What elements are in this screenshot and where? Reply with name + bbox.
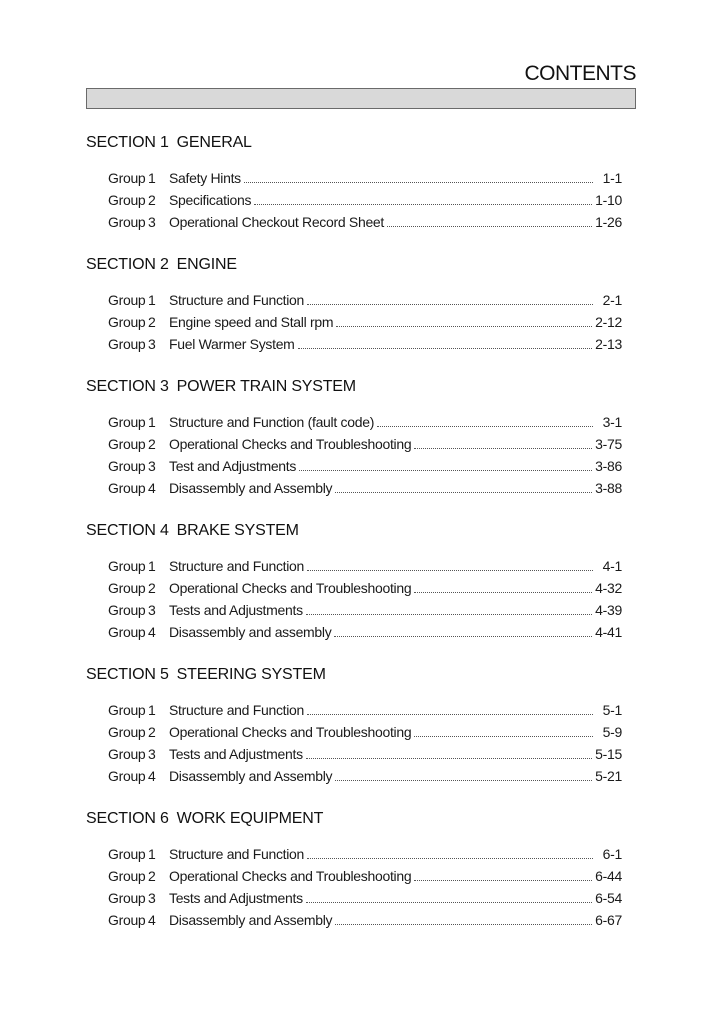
dot-leader [335,924,592,925]
group-number: 2 [148,436,156,452]
section-heading[interactable] [86,665,622,685]
section-name: POWER TRAIN SYSTEM [176,378,356,395]
section-heading[interactable] [86,377,622,397]
group-number: 3 [148,602,156,618]
group-label: Group [108,702,146,718]
group-number: 3 [148,458,156,474]
dot-leader [336,326,592,327]
group-label: Group [108,458,146,474]
group-label: Group [108,724,146,740]
group-number: 1 [148,702,156,718]
group-number: 2 [148,868,156,884]
dot-leader [334,636,592,637]
group-title: Tests and Adjustments [169,746,303,762]
page-number: 6-67 [595,912,622,928]
toc-section [86,809,622,931]
dot-leader [414,880,592,881]
group-title: Structure and Function (fault code) [169,414,375,430]
group-label: Group [108,192,146,208]
dot-leader [306,758,592,759]
page-number: 1-10 [595,192,622,208]
group-title: Structure and Function [169,846,305,862]
section-number: SECTION 2 [86,256,169,273]
page-number: 3-88 [595,480,622,496]
section-name: GENERAL [176,134,252,151]
group-label: Group [108,624,146,640]
group-title: Disassembly and Assembly [169,912,333,928]
dot-leader [307,570,593,571]
group-number: 1 [148,170,156,186]
group-title: Safety Hints [169,170,241,186]
toc-entry[interactable] [86,887,622,909]
page-number: 4-39 [595,602,622,618]
page-number: 2-13 [595,336,622,352]
group-title: Operational Checkout Record Sheet [169,214,385,230]
group-label: Group [108,746,146,762]
toc-entry[interactable] [86,211,622,233]
page-number: 1-26 [595,214,622,230]
toc-section [86,521,622,643]
page-number: 2-12 [595,314,622,330]
toc-entry[interactable] [86,765,622,787]
toc-entry[interactable] [86,289,622,311]
toc-entry[interactable] [86,843,622,865]
page-number: 4-1 [602,558,622,574]
toc-entry[interactable] [86,167,622,189]
toc-entry[interactable] [86,189,622,211]
group-number: 2 [148,724,156,740]
group-number: 4 [148,912,156,928]
dot-leader [335,780,592,781]
group-title: Disassembly and Assembly [169,768,333,784]
dot-leader [254,204,592,205]
toc-entry[interactable] [86,865,622,887]
toc-entry[interactable] [86,311,622,333]
section-name: ENGINE [176,256,237,273]
toc-entry[interactable] [86,721,622,743]
section-heading[interactable] [86,521,622,541]
section-number: SECTION 4 [86,522,169,539]
group-title: Operational Checks and Troubleshooting [169,580,412,596]
dot-leader [414,448,592,449]
toc-entry[interactable] [86,577,622,599]
group-title: Operational Checks and Troubleshooting [169,436,412,452]
page-title: CONTENTS [524,62,636,85]
dot-leader [387,226,592,227]
group-label: Group [108,768,146,784]
title-bar [86,88,636,109]
page-number: 3-75 [595,436,622,452]
group-label: Group [108,336,146,352]
section-number: SECTION 5 [86,666,169,683]
group-label: Group [108,868,146,884]
toc-entry[interactable] [86,599,622,621]
group-number: 2 [148,314,156,330]
group-title: Specifications [169,192,252,208]
group-label: Group [108,480,146,496]
group-label: Group [108,170,146,186]
group-title: Disassembly and assembly [169,624,332,640]
group-title: Structure and Function [169,292,305,308]
page-number: 3-1 [602,414,622,430]
page-number: 5-9 [602,724,622,740]
section-name: STEERING SYSTEM [176,666,326,683]
dot-leader [244,182,593,183]
group-number: 3 [148,890,156,906]
toc-entry[interactable] [86,411,622,433]
table-of-contents [86,133,622,953]
group-label: Group [108,912,146,928]
toc-section [86,133,622,233]
group-number: 3 [148,336,156,352]
group-number: 1 [148,558,156,574]
group-label: Group [108,846,146,862]
group-label: Group [108,292,146,308]
group-label: Group [108,414,146,430]
toc-entry[interactable] [86,455,622,477]
group-label: Group [108,436,146,452]
page-number: 6-54 [595,890,622,906]
group-number: 4 [148,480,156,496]
toc-entry[interactable] [86,477,622,499]
group-label: Group [108,314,146,330]
dot-leader [414,592,592,593]
toc-entry[interactable] [86,699,622,721]
dot-leader [306,902,592,903]
group-title: Operational Checks and Troubleshooting [169,868,412,884]
dot-leader [307,714,593,715]
group-title: Structure and Function [169,558,305,574]
page-number: 1-1 [602,170,622,186]
section-number: SECTION 1 [86,134,169,151]
group-label: Group [108,890,146,906]
group-label: Group [108,558,146,574]
toc-entry[interactable] [86,743,622,765]
page-number: 5-21 [595,768,622,784]
group-title: Operational Checks and Troubleshooting [169,724,412,740]
group-number: 1 [148,846,156,862]
toc-entry[interactable] [86,333,622,355]
dot-leader [306,614,592,615]
section-heading[interactable] [86,255,622,275]
group-title: Test and Adjustments [169,458,297,474]
page-number: 5-15 [595,746,622,762]
section-name: WORK EQUIPMENT [176,810,324,827]
group-title: Fuel Warmer System [169,336,295,352]
dot-leader [299,470,592,471]
group-number: 2 [148,580,156,596]
group-label: Group [108,580,146,596]
toc-entry[interactable] [86,909,622,931]
dot-leader [298,348,593,349]
dot-leader [414,736,593,737]
group-number: 4 [148,768,156,784]
dot-leader [377,426,593,427]
dot-leader [335,492,592,493]
page-number: 6-44 [595,868,622,884]
toc-entry[interactable] [86,555,622,577]
group-number: 4 [148,624,156,640]
group-number: 3 [148,214,156,230]
section-heading[interactable] [86,809,622,829]
section-name: BRAKE SYSTEM [176,522,299,539]
group-label: Group [108,602,146,618]
group-label: Group [108,214,146,230]
toc-section [86,665,622,787]
section-number: SECTION 6 [86,810,169,827]
group-title: Structure and Function [169,702,305,718]
page-number: 2-1 [602,292,622,308]
page-number: 4-32 [595,580,622,596]
group-number: 1 [148,292,156,308]
dot-leader [307,858,593,859]
page-number: 4-41 [595,624,622,640]
group-title: Tests and Adjustments [169,890,303,906]
toc-entry[interactable] [86,621,622,643]
group-title: Disassembly and Assembly [169,480,333,496]
toc-section [86,255,622,355]
group-title: Tests and Adjustments [169,602,303,618]
page-number: 5-1 [602,702,622,718]
page-number: 6-1 [602,846,622,862]
group-number: 2 [148,192,156,208]
group-number: 1 [148,414,156,430]
section-heading[interactable] [86,133,622,153]
page-number: 3-86 [595,458,622,474]
toc-entry[interactable] [86,433,622,455]
section-number: SECTION 3 [86,378,169,395]
group-title: Engine speed and Stall rpm [169,314,334,330]
toc-section [86,377,622,499]
dot-leader [307,304,593,305]
group-number: 3 [148,746,156,762]
